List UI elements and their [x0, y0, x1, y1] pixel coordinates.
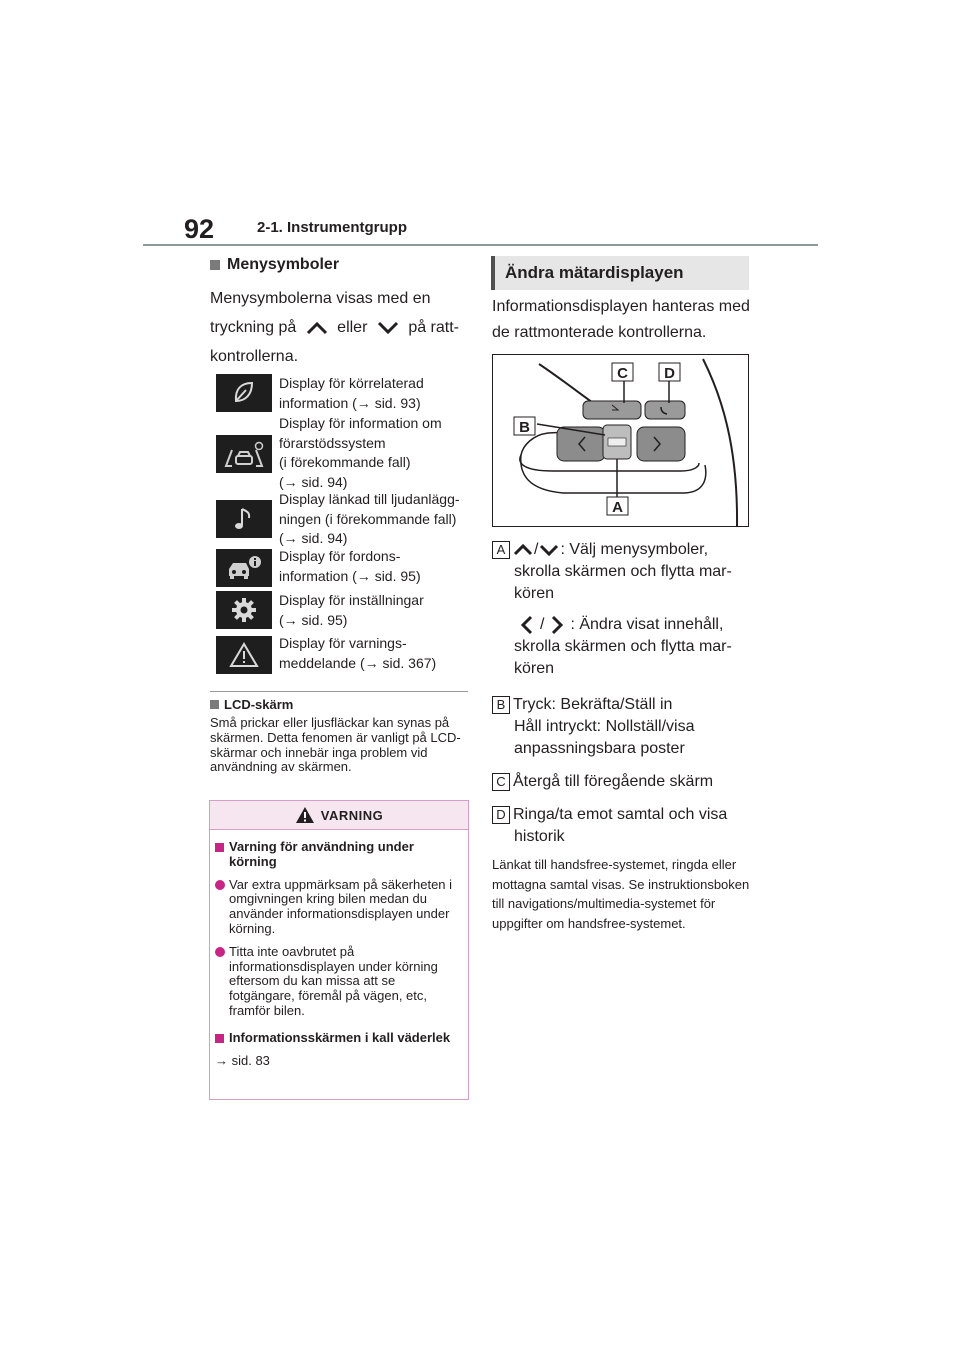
diagram-label-a: A	[612, 499, 623, 516]
warning-subheading: Informationsskärmen i kall väderlek	[215, 1031, 458, 1046]
warning-header	[210, 801, 468, 830]
vehicle-info-icon	[216, 549, 272, 587]
menu-symbols-heading: Menysymboler	[210, 256, 339, 274]
warning-box	[209, 800, 469, 1100]
music-note-icon	[216, 500, 272, 538]
chevron-right-icon	[550, 615, 564, 635]
header-divider	[143, 244, 818, 246]
menu-icon-description: Display för inställningar (→ sid. 95)	[279, 592, 424, 628]
chapter-title: 2-1. Instrumentgrupp	[257, 219, 408, 236]
menu-icon-description: Display för fordons- information (→ sid. 95)	[279, 548, 421, 584]
diagram-label-c: C	[617, 365, 628, 382]
diagram-label-b: B	[519, 419, 530, 436]
menu-icon-row-driver-assist	[216, 414, 479, 492]
square-bullet-icon	[210, 700, 219, 709]
change-display-intro: Informationsdisplayen hanteras med de rattmonterade kontrollerna.	[492, 298, 750, 341]
lcd-text: Små prickar eller ljusfläckar kan synas på skärmen. Detta fenomen är vanligt på LCD-skärmar och innebär inga problem vid användning av skärmen.	[210, 715, 461, 775]
legend-item-c: C Återgå till föregående skärm	[492, 771, 754, 793]
section-divider	[210, 691, 468, 692]
menu-icon-row-audio	[216, 490, 479, 549]
change-display-heading: Ändra mätardisplayen	[491, 256, 749, 290]
handsfree-note: Länkat till handsfree-systemet, ringda eller mottagna samtal visas. Se instruktionsboken till navigations/multimedia-systemet för uppgifter om handsfree-systemet.	[492, 857, 750, 931]
leaf-icon	[216, 374, 272, 412]
menu-icon-description: Display för varnings- meddelande (→ sid. 367)	[279, 635, 437, 671]
menu-icon-description: Display för information om förarstödssystem (i förekommande fall) (→ sid. 94)	[279, 415, 442, 490]
diagram-label-d: D	[664, 365, 675, 382]
menu-icon-row-warning	[216, 634, 479, 674]
settings-gear-icon	[216, 591, 272, 629]
chevron-down-icon	[377, 321, 399, 335]
page-number: 92	[184, 214, 215, 244]
warning-bullet: Var extra uppmärksam på säkerheten i omgivningen kring bilen medan du använder informationsdisplayen under körning.	[215, 878, 458, 937]
menu-icon-description: Display för körrelaterad information (→ sid. 93)	[279, 375, 424, 411]
menu-icon-row-settings	[216, 591, 479, 630]
legend-key-a: A	[492, 541, 510, 559]
warning-subheading: Varning för användning under körning	[215, 840, 458, 870]
legend-key-d: D	[492, 806, 510, 824]
menu-icon-row-vehicle-info	[216, 547, 479, 587]
warning-triangle-icon	[295, 806, 315, 824]
warning-page-reference: → sid. 83	[215, 1052, 270, 1068]
legend-item-a: A / : Välj menysymboler, skrolla skärmen och flytta mar- kören / : Ändra visat innehåll, skrolla skärmen och flytta mar- kören	[492, 539, 754, 680]
menu-symbols-intro: Menysymbolerna visas med en tryckning på eller på ratt- kontrollerna.	[210, 290, 459, 365]
warning-bullet: Titta inte oavbrutet på informationsdisplayen under körning eftersom du kan missa att se fotgängare, föremål på vägen, etc, framför bilen.	[215, 945, 458, 1019]
warning-triangle-icon	[216, 636, 272, 674]
legend-key-b: B	[492, 696, 510, 714]
lcd-heading: LCD-skärm	[210, 697, 293, 712]
legend-item-b: B Tryck: Bekräfta/Ställ in Håll intryckt: Nollställ/visa anpassningsbara poster	[492, 694, 754, 760]
menu-icon-description: Display länkad till ljudanlägg- ningen (i förekommande fall) (→ sid. 94)	[279, 491, 460, 546]
legend-key-c: C	[492, 773, 510, 791]
menu-icon-row-driving-info	[216, 374, 479, 413]
chevron-down-icon	[539, 543, 559, 557]
chevron-up-icon	[306, 321, 328, 335]
driver-assist-icon	[216, 435, 272, 473]
square-bullet-icon	[210, 260, 220, 270]
chevron-up-icon	[513, 543, 533, 557]
legend-item-d: D Ringa/ta emot samtal och visa historik	[492, 804, 754, 848]
chevron-left-icon	[520, 615, 534, 635]
steering-wheel-controls-diagram	[492, 354, 749, 527]
warning-title: VARNING	[320, 807, 384, 823]
